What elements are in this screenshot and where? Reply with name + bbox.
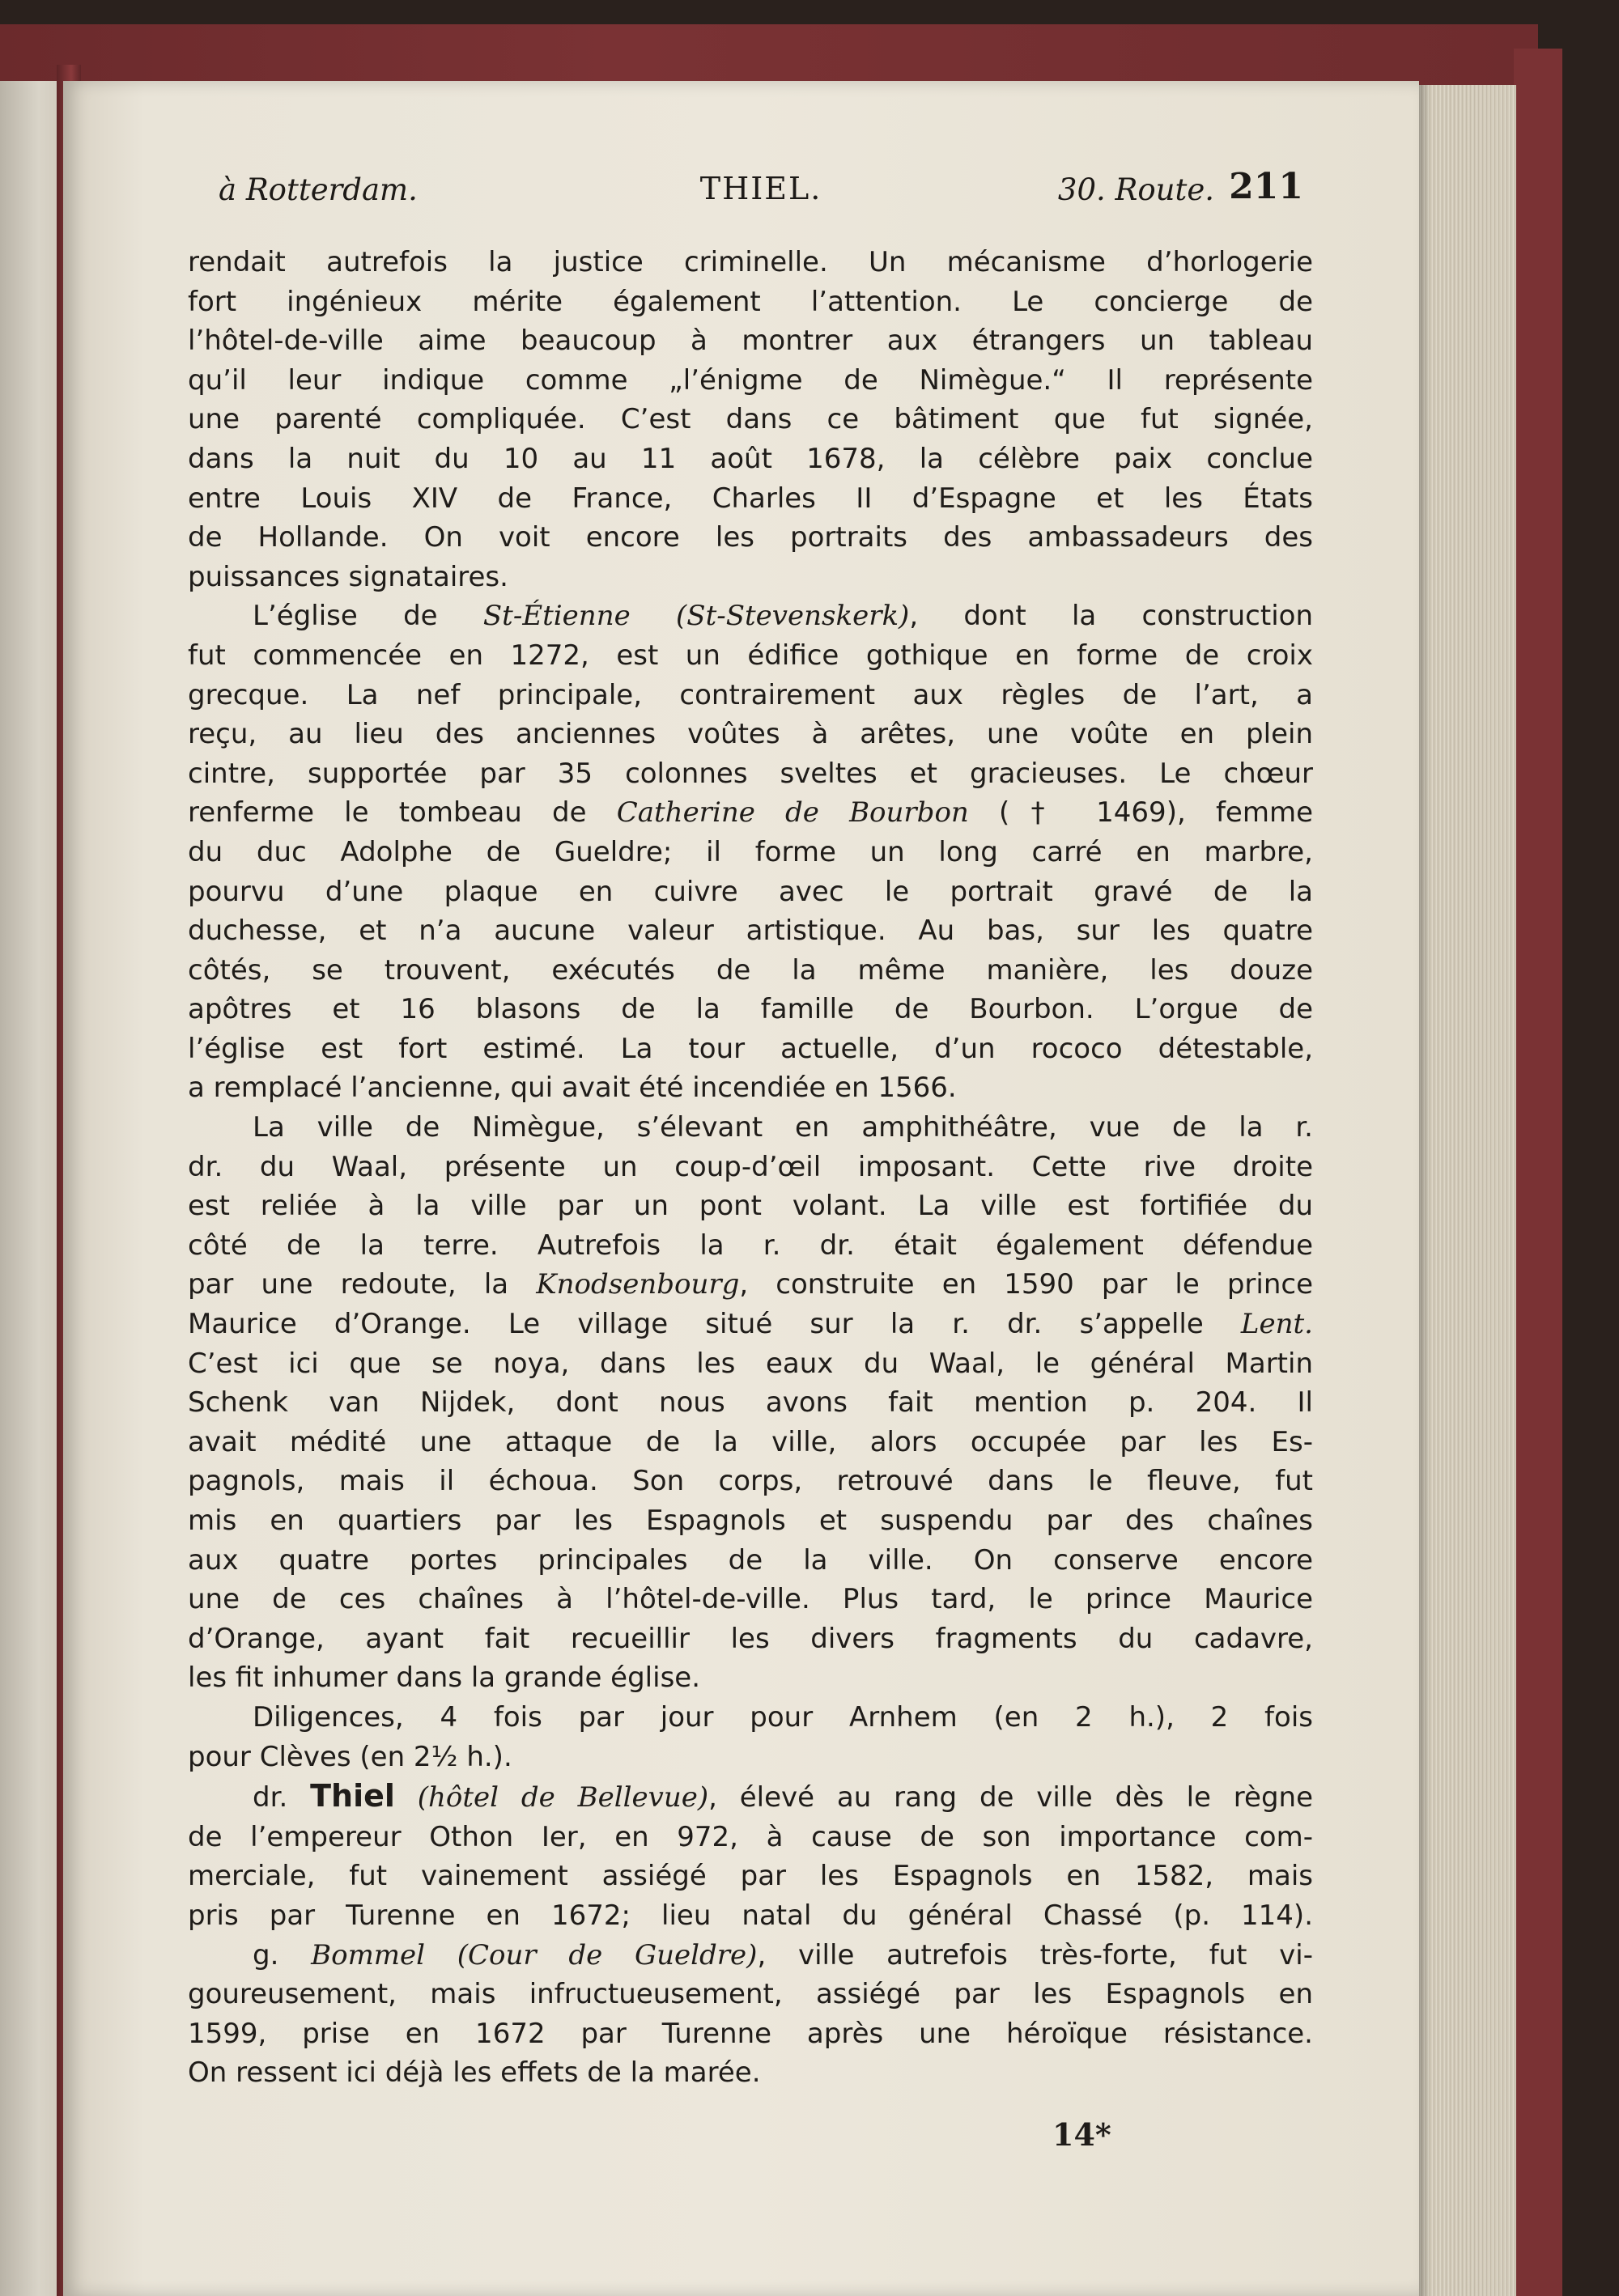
text-segment: dans la nuit du 10 au 11 août 1678, la célèbre paix conclue: [188, 442, 1313, 475]
text-segment: pour Clèves (en 2½ h.).: [188, 1740, 512, 1773]
page-edge-shadow: [1419, 85, 1430, 2296]
text-line: [188, 676, 1313, 715]
text-segment: de l’empereur Othon Ier, en 972, à cause de son importance com-: [188, 1820, 1313, 1853]
text-line: [188, 361, 1313, 401]
text-line: [188, 1423, 1313, 1462]
text-segment: fut commencée en 1272, est un édifice gothique en forme de croix: [188, 639, 1313, 672]
text-segment: aux quatre portes principales de la ville. On conserve encore: [188, 1543, 1313, 1577]
text-segment: pourvu d’une plaque en cuivre avec le portrait gravé de la: [188, 875, 1313, 908]
text-segment: fort ingénieux mérite également l’attention. Le concierge de: [188, 285, 1313, 318]
header-title: THIEL.: [699, 171, 822, 206]
text-line: [188, 833, 1313, 872]
text-segment: les fit inhumer dans la grande église.: [188, 1662, 701, 1695]
page-number: 211: [1229, 166, 1303, 207]
text-line: [188, 1857, 1313, 1896]
text-segment: côté de la terre. Autrefois la r. dr. était également défendue: [188, 1229, 1313, 1262]
text-line: [188, 715, 1313, 754]
text-line: [188, 1896, 1313, 1936]
text-segment: La ville de Nimègue, s’élevant en amphithéâtre, vue de la r.: [253, 1111, 1313, 1144]
text-segment: merciale, fut vainement assiégé par les Espagnols en 1582, mais: [188, 1860, 1313, 1893]
text-line: [188, 2053, 1313, 2093]
text-segment: d’Orange, ayant fait recueillir les divers fragments du cadavre,: [188, 1622, 1313, 1655]
text-line: [188, 321, 1313, 361]
text-line: [188, 518, 1313, 558]
text-segment: une de ces chaînes à l’hôtel-de-ville. Plus tard, le prince Maurice: [188, 1583, 1313, 1616]
text-line: [188, 1305, 1313, 1344]
text-line: [188, 1975, 1313, 2014]
facing-page-edge: [0, 81, 65, 2296]
text-line: [188, 793, 1313, 833]
text-segment: apôtres et 16 blasons de la famille de Bourbon. L’orgue de: [188, 993, 1313, 1026]
header-left: à Rotterdam.: [219, 172, 418, 207]
signature-mark: 14*: [1052, 2116, 1111, 2153]
text-line: [188, 1698, 1313, 1738]
text-segment: († 1469), femme: [968, 796, 1313, 830]
text-segment: puissances signataires.: [188, 560, 508, 593]
text-line: [188, 911, 1313, 951]
text-segment: qu’il leur indique comme „l’énigme de Nimègue.“ Il représente: [188, 363, 1313, 397]
text-line: [188, 754, 1313, 794]
text-segment: dr.: [253, 1781, 311, 1814]
text-line: [188, 596, 1313, 636]
text-segment: On ressent ici déjà les effets de la marée.: [188, 2056, 761, 2090]
text-line: [188, 1068, 1313, 1108]
text-segment: entre Louis XIV de France, Charles II d’Espagne et les États: [188, 482, 1313, 515]
book-cover-edge: [1514, 49, 1562, 2296]
italic-segment: Knodsenbourg: [536, 1268, 740, 1301]
text-line: [188, 636, 1313, 676]
text-segment: pris par Turenne en 1672; lieu natal du général Chassé (p. 114).: [188, 1899, 1313, 1932]
text-line: [188, 1658, 1313, 1698]
text-segment: de Hollande. On voit encore les portraits des ambassadeurs des: [188, 521, 1313, 554]
text-line: [188, 1344, 1313, 1384]
text-line: [188, 872, 1313, 912]
bold-segment: Thiel: [310, 1778, 395, 1814]
running-header: [219, 166, 1303, 214]
text-line: [188, 1501, 1313, 1541]
italic-segment: Bommel (Cour de Gueldre): [311, 1938, 758, 1971]
text-line: [188, 1029, 1313, 1069]
text-line: [188, 1619, 1313, 1659]
text-line: [188, 1186, 1313, 1226]
text-segment: goureusement, mais infructueusement, assiégé par les Espagnols en: [188, 1978, 1313, 2011]
text-segment: rendait autrefois la justice criminelle. Un mécanisme d’horlogerie: [188, 246, 1313, 278]
text-line: [188, 1776, 1313, 1818]
text-segment: mis en quartiers par les Espagnols et suspendu par des chaînes: [188, 1504, 1313, 1537]
text-segment: côtés, se trouvent, exécutés de la même manière, les douze: [188, 953, 1313, 987]
text-line: [188, 1541, 1313, 1581]
text-segment: Maurice d’Orange. Le village situé sur la r. dr. s’appelle: [188, 1308, 1241, 1341]
text-segment: , construite en 1590 par le prince: [739, 1268, 1313, 1301]
text-segment: est reliée à la ville par un pont volant. La ville est fortifiée du: [188, 1190, 1313, 1223]
text-line: [188, 400, 1313, 439]
text-line: [188, 479, 1313, 519]
page-stack-edges: [1419, 85, 1516, 2296]
text-segment: [395, 1781, 418, 1814]
body-text: [188, 243, 1313, 2093]
text-segment: dr. du Waal, présente un coup-d’œil imposant. Cette rive droite: [188, 1150, 1313, 1183]
italic-segment: St-Étienne (St-Stevenskerk): [482, 600, 910, 633]
text-segment: par une redoute, la: [188, 1268, 537, 1301]
text-segment: avait médité une attaque de la ville, alors occupée par les Es-: [188, 1425, 1313, 1458]
text-segment: 1599, prise en 1672 par Turenne après une héroïque résistance.: [188, 2017, 1313, 2050]
text-segment: Schenk van Nijdek, dont nous avons fait mention p. 204. Il: [188, 1386, 1313, 1420]
text-segment: C’est ici que se noya, dans les eaux du Waal, le général Martin: [188, 1347, 1313, 1380]
text-line: [188, 1383, 1313, 1423]
text-segment: l’hôtel-de-ville aime beaucoup à montrer aux étrangers un tableau: [188, 325, 1313, 358]
text-segment: l’église est fort estimé. La tour actuelle, d’un rococo détestable,: [188, 1032, 1313, 1065]
text-line: [188, 1580, 1313, 1619]
italic-segment: Lent.: [1240, 1308, 1313, 1341]
text-line: [188, 1265, 1313, 1305]
text-segment: renferme le tombeau de: [188, 796, 617, 830]
text-line: [188, 1462, 1313, 1501]
text-segment: cintre, supportée par 35 colonnes sveltes et gracieuses. Le chœur: [188, 757, 1313, 790]
text-line: [188, 243, 1313, 282]
text-segment: L’église de: [253, 600, 483, 633]
text-line: [188, 1148, 1313, 1187]
text-segment: pagnols, mais il échoua. Son corps, retrouvé dans le fleuve, fut: [188, 1465, 1313, 1498]
text-line: [188, 1108, 1313, 1148]
text-segment: g.: [253, 1938, 312, 1971]
text-line: [188, 1936, 1313, 1976]
text-segment: reçu, au lieu des anciennes voûtes à arêtes, une voûte en plein: [188, 718, 1313, 751]
italic-segment: Catherine de Bourbon: [616, 796, 969, 830]
text-line: [188, 990, 1313, 1029]
text-segment: , élevé au rang de ville dès le règne: [708, 1781, 1314, 1814]
text-line: [188, 1738, 1313, 1777]
text-line: [188, 439, 1313, 479]
text-segment: , dont la construction: [909, 600, 1313, 633]
text-line: [188, 282, 1313, 322]
text-segment: Diligences, 4 fois par jour pour Arnhem (en 2 h.), 2 fois: [253, 1700, 1313, 1734]
text-line: [188, 1226, 1313, 1266]
text-segment: une parenté compliquée. C’est dans ce bâtiment que fut signée,: [188, 403, 1313, 436]
text-segment: duchesse, et n’a aucune valeur artistique. Au bas, sur les quatre: [188, 915, 1313, 948]
text-segment: , ville autrefois très-forte, fut vi-: [757, 1938, 1313, 1971]
text-segment: du duc Adolphe de Gueldre; il forme un long carré en marbre,: [188, 835, 1313, 868]
header-route: 30. Route.: [1057, 172, 1214, 207]
text-line: [188, 2014, 1313, 2054]
text-line: [188, 558, 1313, 597]
italic-segment: (hôtel de Bellevue): [417, 1781, 709, 1814]
text-segment: a remplacé l’ancienne, qui avait été incendiée en 1566.: [188, 1072, 957, 1105]
text-line: [188, 1818, 1313, 1857]
text-line: [188, 951, 1313, 991]
text-segment: grecque. La nef principale, contrairement aux règles de l’art, a: [188, 678, 1313, 711]
